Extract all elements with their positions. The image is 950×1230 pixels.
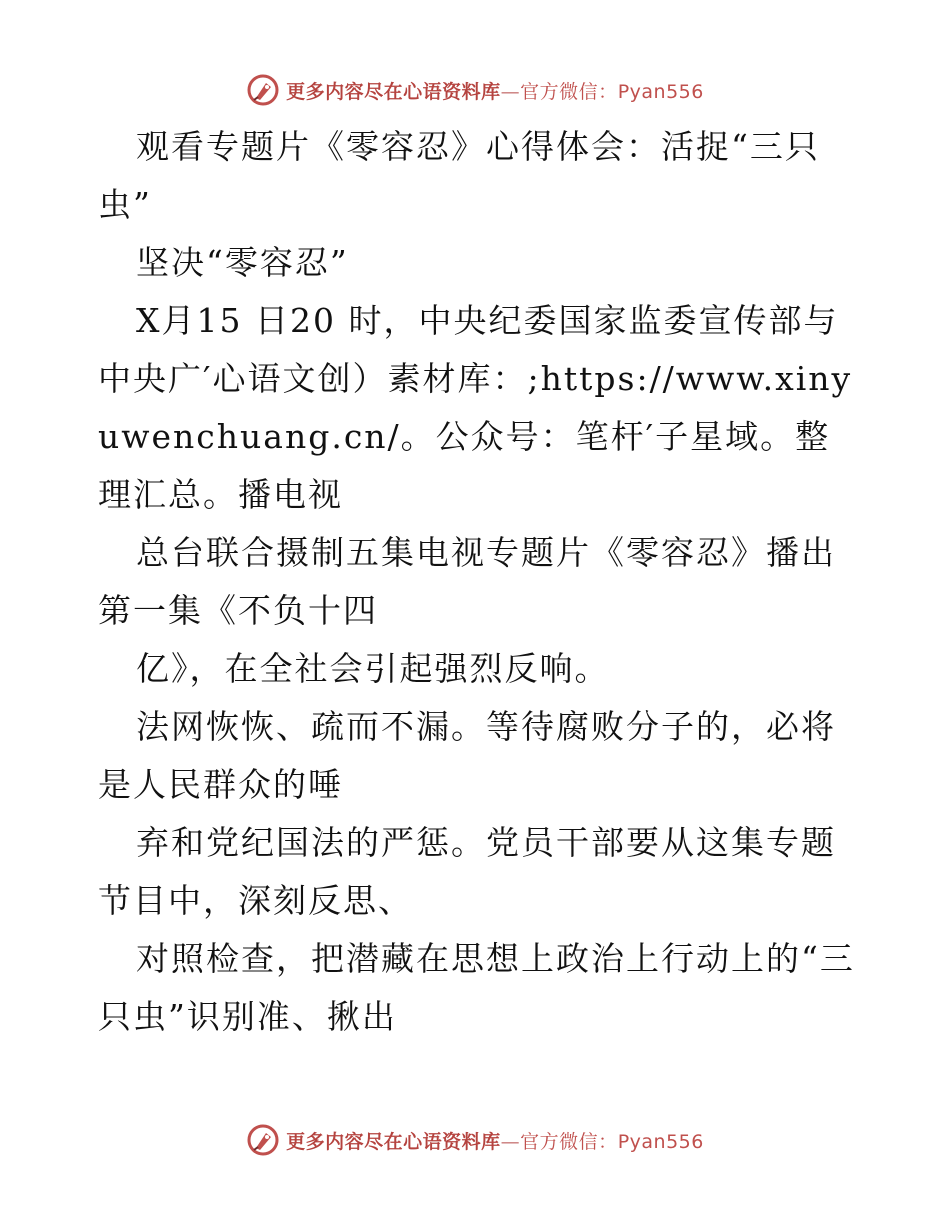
watermark-separator: —	[500, 80, 521, 103]
watermark-wechat-label: 官方微信：	[520, 80, 618, 103]
paragraph: X月15 日20 时，中央纪委国家监委宣传部与中央广′心语文创）素材库：;https://www.xinyuwenchuang.cn/。公众号：笔杆′子星域。整理汇总。播电视	[98, 301, 853, 514]
watermark-brand: 更多内容尽在心语资料库	[286, 1130, 501, 1153]
watermark-text	[286, 1127, 704, 1154]
paragraph: 弃和党纪国法的严惩。党员干部要从这集专题节目中，深刻反思、	[98, 823, 836, 920]
paragraph-subtitle: 坚决“零容忍”	[136, 243, 349, 282]
paragraph-title: 观看专题片《零容忍》心得体会：活捉“三只虫”	[98, 127, 820, 224]
watermark-wechat-id: Pyan556	[617, 80, 704, 103]
pen-nib-logo-icon	[246, 73, 280, 107]
paragraph: 对照检查，把潜藏在思想上政治上行动上的“三只虫”识别准、揪出	[98, 939, 855, 1036]
watermark-text	[286, 77, 704, 104]
paragraph: 法网恢恢、疏而不漏。等待腐败分子的，必将是人民群众的唾	[98, 707, 836, 804]
paragraph: 总台联合摄制五集电视专题片《零容忍》播出第一集《不负十四	[98, 533, 836, 630]
watermark-separator: —	[500, 1130, 521, 1153]
footer-watermark	[0, 1122, 950, 1158]
watermark-wechat-label: 官方微信：	[520, 1130, 618, 1153]
watermark-wechat-id: Pyan556	[617, 1130, 704, 1153]
watermark-brand: 更多内容尽在心语资料库	[286, 80, 501, 103]
header-watermark	[0, 72, 950, 108]
paragraph: 亿》，在全社会引起强烈反响。	[136, 649, 610, 688]
pen-nib-logo-icon	[246, 1123, 280, 1157]
document-body	[98, 118, 858, 1046]
